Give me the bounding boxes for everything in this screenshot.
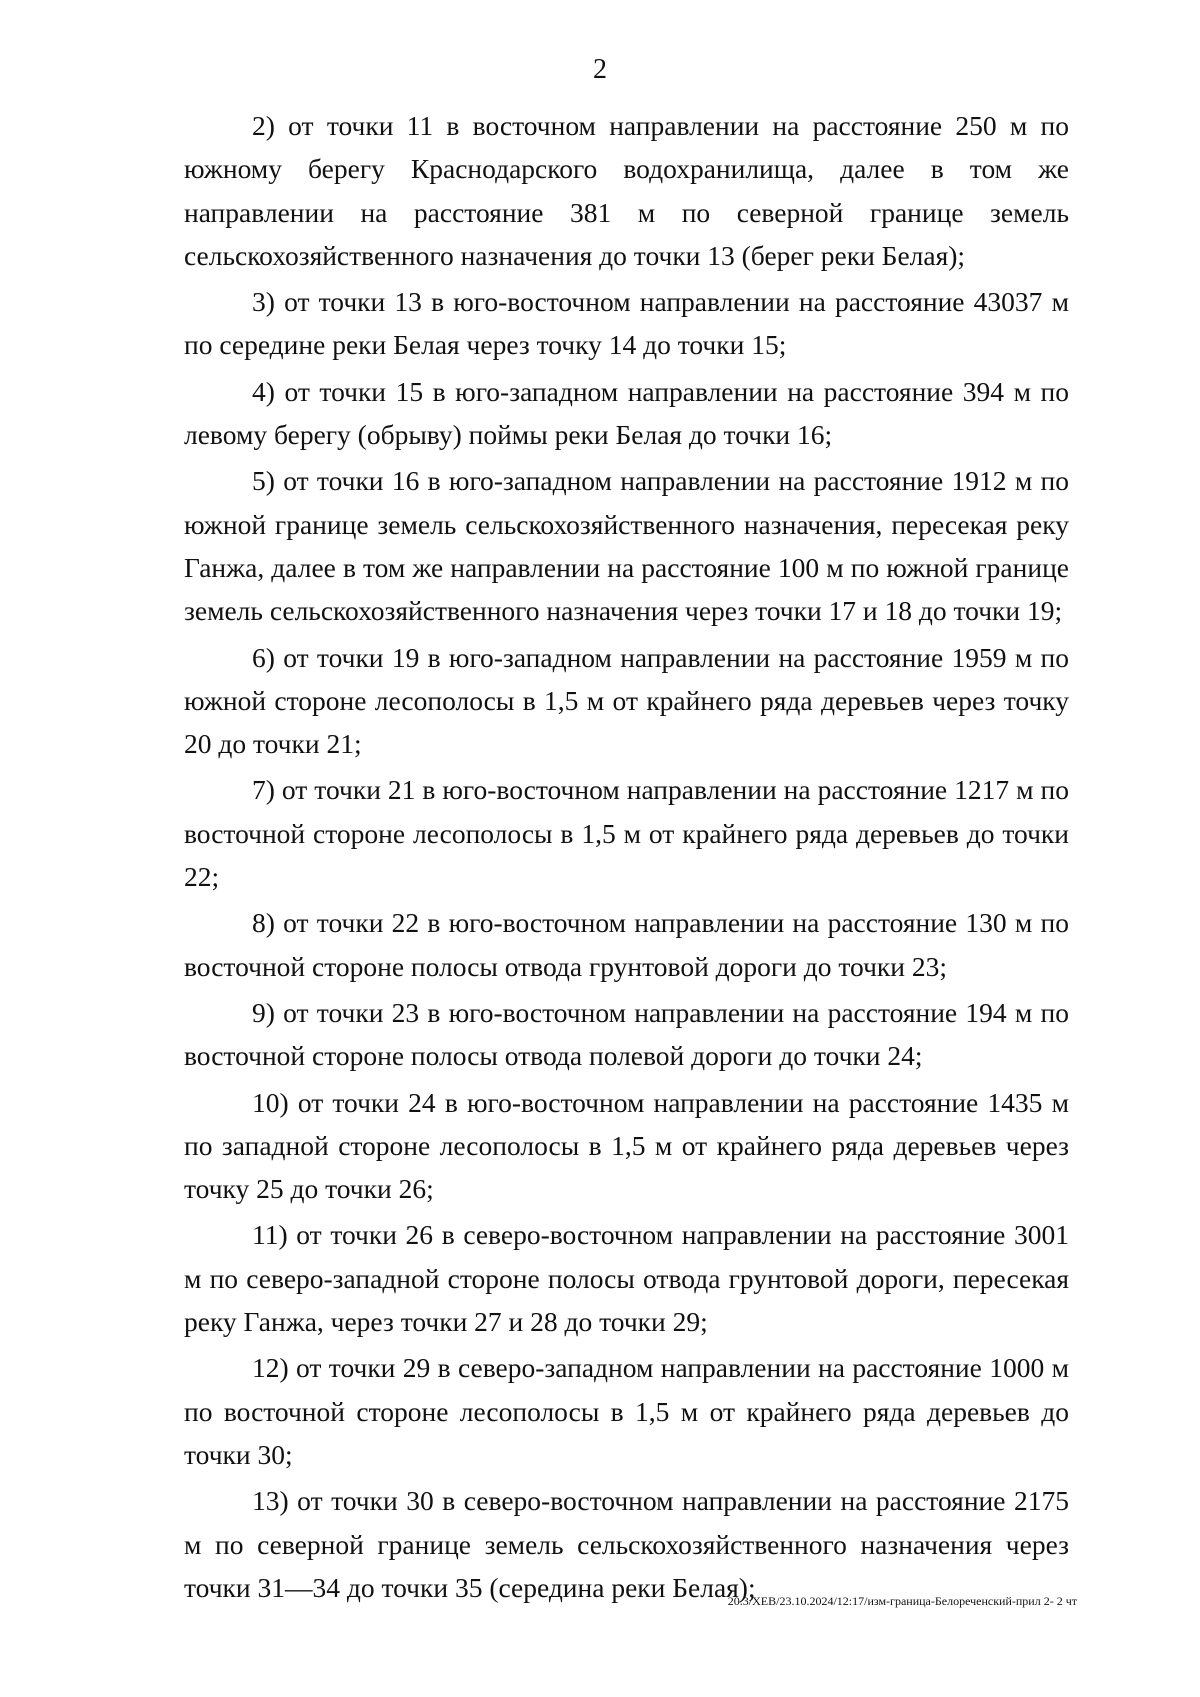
paragraph-item-13: 13) от точки 30 в северо-восточном направлении на расстояние 2175 м по северной границе земель сельскохозяйственного назначения через точки 31—34 до точки 35 (середина реки Белая);: [184, 1485, 1069, 1603]
paragraph-item-10: 10) от точки 24 в юго-восточном направлении на расстояние 1435 м по западной стороне лесополосы в 1,5 м от крайнего ряда деревьев через точку 25 до точки 26;: [184, 1086, 1069, 1205]
paragraph-item-8: 8) от точки 22 в юго-восточном направлении на расстояние 130 м по восточной стороне полосы отвода грунтовой дороги до точки 23;: [184, 907, 1069, 982]
paragraph-item-5: 5) от точки 16 в юго-западном направлении на расстояние 1912 м по южной границе земель сельскохозяйственного назначения, пересекая реку Ганжа, далее в том же направлении на расстояние 100 м по южной границе земель сельскохозяйственного назначения через точки 17 и 18 до точки 19;: [184, 465, 1069, 627]
paragraph-item-2: 2) от точки 11 в восточном направлении на расстояние 250 м по южному берегу Краснодарского водохранилища, далее в том же направлении на расстояние 381 м по северной границе земель сельскохозяйственного назначения до точки 13 (берег реки Белая);: [184, 110, 1069, 271]
paragraph-item-3: 3) от точки 13 в юго-восточном направлении на расстояние 43037 м по середине реки Белая через точку 14 до точки 15;: [184, 286, 1069, 361]
document-body: [184, 104, 1069, 1612]
paragraph-item-7: 7) от точки 21 в юго-восточном направлении на расстояние 1217 м по восточной стороне лесополосы в 1,5 м от крайнего ряда деревьев до точки 22;: [184, 774, 1069, 893]
paragraph-item-12: 12) от точки 29 в северо-западном направлении на расстояние 1000 м по восточной стороне лесополосы в 1,5 м от крайнего ряда деревьев до точки 30;: [184, 1352, 1069, 1470]
paragraph-item-9: 9) от точки 23 в юго-восточном направлении на расстояние 194 м по восточной стороне полосы отвода полевой дороги до точки 24;: [184, 996, 1069, 1072]
paragraph-item-4: 4) от точки 15 в юго-западном направлении на расстояние 394 м по левому берегу (обрыву) поймы реки Белая до точки 16;: [184, 375, 1069, 451]
footer-document-id: 20.3/ХЕВ/23.10.2024/12:17/изм-граница-Белореченский-прил 2- 2 чт: [727, 1594, 1077, 1608]
paragraph-item-6: 6) от точки 19 в юго-западном направлении на расстояние 1959 м по южной стороне лесополосы в 1,5 м от крайнего ряда деревьев через точку 20 до точки 21;: [184, 641, 1069, 760]
paragraph-item-11: 11) от точки 26 в северо-восточном направлении на расстояние 3001 м по северо-западной стороне полосы отвода грунтовой дороги, пересекая реку Ганжа, через точки 27 и 28 до точки 29;: [184, 1219, 1069, 1338]
page-number: 2: [593, 54, 607, 85]
